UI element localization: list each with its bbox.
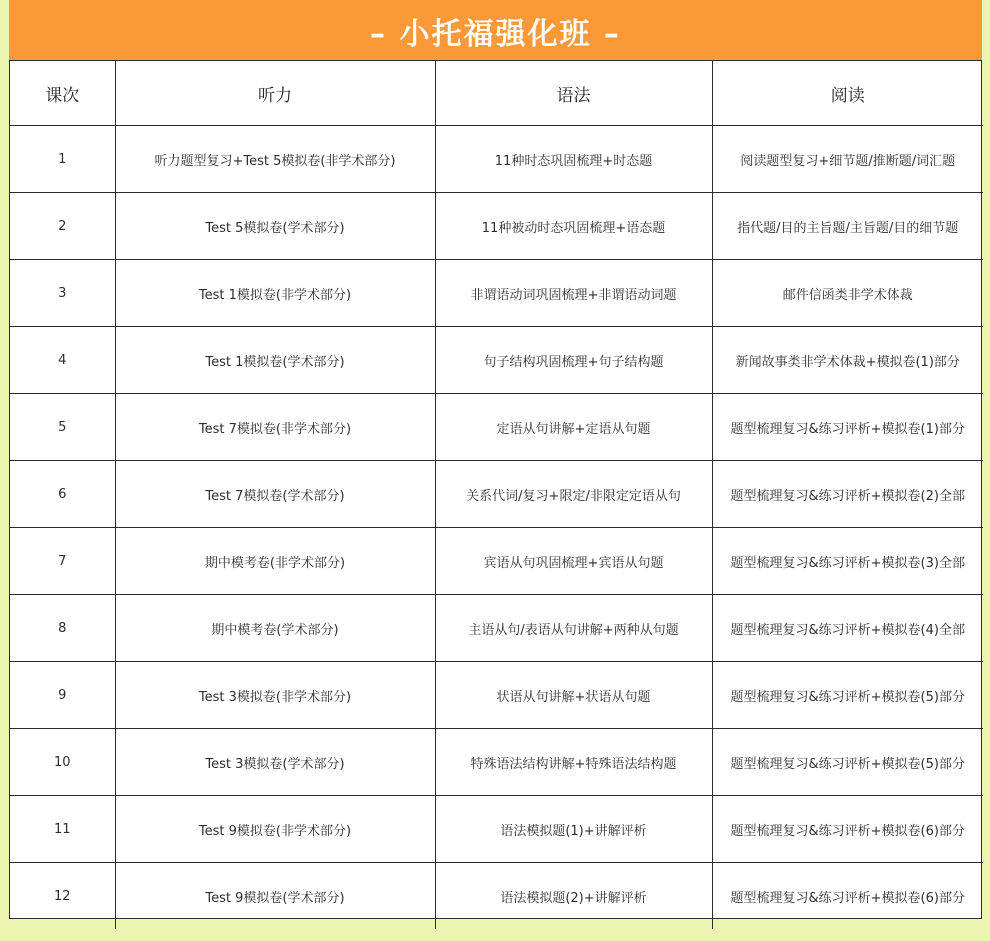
cell-reading: 阅读题型复习+细节题/推断题/词汇题: [712, 126, 983, 193]
cell-reading: 题型梳理复习&练习评析+模拟卷(4)全部: [712, 595, 983, 662]
cell-lesson: 11: [10, 796, 115, 863]
cell-lesson: 4: [10, 327, 115, 394]
table-row: [10, 595, 983, 662]
table-row: [10, 461, 983, 528]
cell-reading: 邮件信函类非学术体裁: [712, 260, 983, 327]
cell-lesson: 9: [10, 662, 115, 729]
cell-grammar: 11种被动时态巩固梳理+语态题: [435, 193, 712, 260]
cell-grammar: 状语从句讲解+状语从句题: [435, 662, 712, 729]
schedule-table-container: [9, 60, 982, 919]
cell-reading: 题型梳理复习&练习评析+模拟卷(5)部分: [712, 729, 983, 796]
cell-grammar: 语法模拟题(2)+讲解评析: [435, 863, 712, 930]
table-row: [10, 394, 983, 461]
header-grammar: 语法: [435, 61, 712, 126]
cell-reading: 题型梳理复习&练习评析+模拟卷(5)部分: [712, 662, 983, 729]
cell-grammar: 特殊语法结构讲解+特殊语法结构题: [435, 729, 712, 796]
cell-reading: 题型梳理复习&练习评析+模拟卷(2)全部: [712, 461, 983, 528]
cell-reading: 新闻故事类非学术体裁+模拟卷(1)部分: [712, 327, 983, 394]
cell-grammar: 非谓语动词巩固梳理+非谓语动词题: [435, 260, 712, 327]
cell-reading: 题型梳理复习&练习评析+模拟卷(3)全部: [712, 528, 983, 595]
table-row: [10, 193, 983, 260]
cell-listening: Test 9模拟卷(学术部分): [115, 863, 435, 930]
cell-lesson: 10: [10, 729, 115, 796]
cell-grammar: 主语从句/表语从句讲解+两种从句题: [435, 595, 712, 662]
cell-listening: Test 3模拟卷(学术部分): [115, 729, 435, 796]
header-row: [10, 61, 983, 126]
table-row: [10, 260, 983, 327]
cell-reading: 题型梳理复习&练习评析+模拟卷(6)部分: [712, 796, 983, 863]
cell-lesson: 3: [10, 260, 115, 327]
cell-lesson: 2: [10, 193, 115, 260]
cell-reading: 题型梳理复习&练习评析+模拟卷(6)部分: [712, 863, 983, 930]
cell-grammar: 句子结构巩固梳理+句子结构题: [435, 327, 712, 394]
table-row: [10, 126, 983, 193]
cell-listening: 期中模考卷(学术部分): [115, 595, 435, 662]
cell-grammar: 定语从句讲解+定语从句题: [435, 394, 712, 461]
cell-listening: Test 3模拟卷(非学术部分): [115, 662, 435, 729]
cell-lesson: 8: [10, 595, 115, 662]
cell-grammar: 宾语从句巩固梳理+宾语从句题: [435, 528, 712, 595]
cell-lesson: 1: [10, 126, 115, 193]
table-row: [10, 528, 983, 595]
header-lesson: 课次: [10, 61, 115, 126]
table-row: [10, 729, 983, 796]
cell-grammar: 11种时态巩固梳理+时态题: [435, 126, 712, 193]
cell-listening: 听力题型复习+Test 5模拟卷(非学术部分): [115, 126, 435, 193]
cell-listening: Test 7模拟卷(学术部分): [115, 461, 435, 528]
table-row: [10, 796, 983, 863]
cell-listening: Test 9模拟卷(非学术部分): [115, 796, 435, 863]
cell-reading: 题型梳理复习&练习评析+模拟卷(1)部分: [712, 394, 983, 461]
cell-reading: 指代题/目的主旨题/主旨题/目的细节题: [712, 193, 983, 260]
header-reading: 阅读: [712, 61, 983, 126]
cell-grammar: 关系代词/复习+限定/非限定定语从句: [435, 461, 712, 528]
cell-listening: Test 1模拟卷(学术部分): [115, 327, 435, 394]
cell-listening: 期中模考卷(非学术部分): [115, 528, 435, 595]
table-row: [10, 863, 983, 930]
cell-listening: Test 5模拟卷(学术部分): [115, 193, 435, 260]
table-row: [10, 327, 983, 394]
title-banner: [9, 0, 982, 62]
cell-listening: Test 1模拟卷(非学术部分): [115, 260, 435, 327]
cell-lesson: 7: [10, 528, 115, 595]
table-row: [10, 662, 983, 729]
cell-lesson: 5: [10, 394, 115, 461]
cell-listening: Test 7模拟卷(非学术部分): [115, 394, 435, 461]
cell-lesson: 12: [10, 863, 115, 930]
cell-grammar: 语法模拟题(1)+讲解评析: [435, 796, 712, 863]
page-title: – 小托福强化班 –: [370, 17, 621, 52]
header-listening: 听力: [115, 61, 435, 126]
schedule-table: [10, 61, 983, 929]
cell-lesson: 6: [10, 461, 115, 528]
